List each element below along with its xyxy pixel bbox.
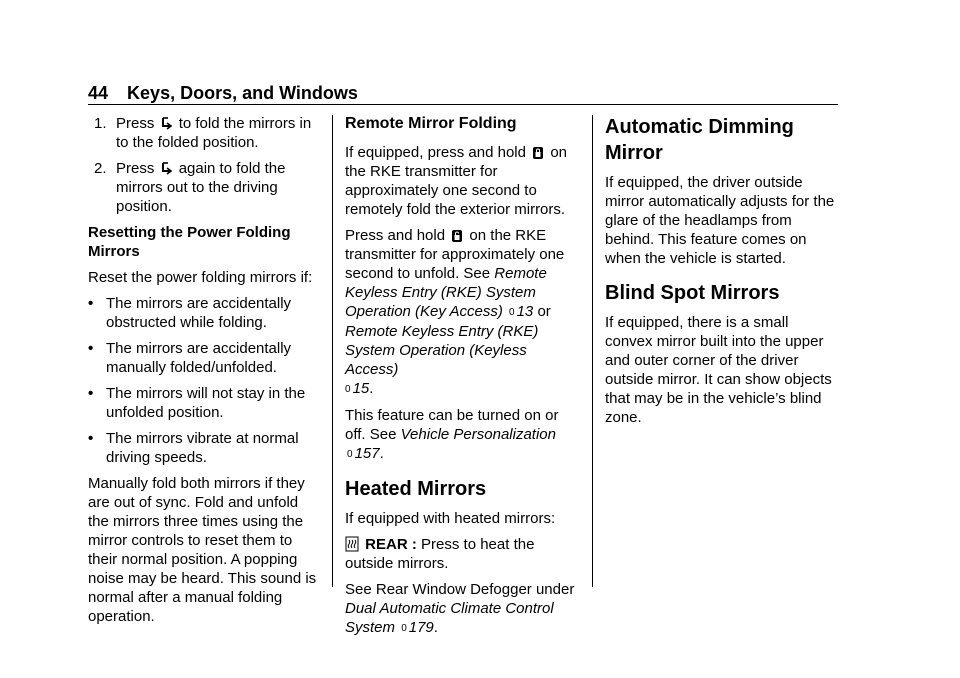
rear-defrost-icon [345,536,359,552]
text: Press and hold [345,227,446,244]
bullet-glyph: • [88,295,94,312]
bullet-text: The mirrors are accidentally obstructed while folding. [106,295,292,331]
fold-mirror-icon [161,162,173,176]
step-text [116,114,320,152]
page-header [88,82,838,104]
bullet-glyph: • [88,385,94,402]
rear-paragraph [345,535,580,573]
column-1 [88,114,320,633]
remote-paragraph-2: Press and hold on the RKE transmitter for approximately one second to unfold. See Remote Keyless Entry (RKE) System Operation (Key Access) 0 13 or Remote Keyless Entry (RKE) System Operation (Keyless Access) 0 15. [345,227,565,397]
page-ref-icon: 0 [509,307,515,318]
see-paragraph: See Rear Window Defogger under Dual Automatic Climate Control System 0 179. [345,581,575,636]
auto-dimming-paragraph: If equipped, the driver outside mirror automatically adjusts for the glare of the headlamps from behind. This feature comes on when the vehicle is started. [605,174,835,267]
text: This feature can be turned on or off. See [345,407,559,443]
bullet-glyph: • [88,430,94,447]
bullet-glyph: • [88,340,94,357]
page-ref-icon: 0 [345,384,351,395]
page-ref-number[interactable]: 157 [354,445,380,462]
page-ref-number[interactable]: 13 [516,303,534,320]
remote-paragraph-1 [345,143,580,219]
text: Press to heat the outside mirrors. [345,536,535,572]
step-number: 2. [94,160,107,177]
reset-heading: Resetting the Power Folding Mirrors [88,224,291,260]
link-climate-control[interactable]: Dual Automatic Climate Control System [345,600,554,636]
section-title: Keys, Doors, and Windows [127,83,358,103]
page-ref-icon: 0 [347,449,353,460]
bullet-item [88,339,320,377]
page-ref-number[interactable]: 15 [352,380,370,397]
remote-paragraph-3: This feature can be turned on or off. See Vehicle Personalization 0 157. [345,407,559,462]
page-ref-icon: 0 [401,623,407,634]
page-ref-number[interactable]: 179 [408,619,434,636]
step-1 [88,114,320,152]
header-rule [88,104,838,105]
heated-mirrors-heading: Heated Mirrors [345,478,487,500]
fold-mirror-icon [161,117,173,131]
column-divider-2 [592,115,593,587]
blind-spot-heading: Blind Spot Mirrors [605,282,780,304]
auto-dimming-heading: Automatic Dimming Mirror [605,116,794,164]
bullet-item [88,294,320,332]
column-2 [345,114,580,645]
text: on the RKE transmitter for approximately one second to remotely fold the exterior mirrors. [345,144,567,218]
step-number: 1. [94,115,107,132]
step-2 [88,159,320,216]
rear-label: REAR : [365,536,417,553]
step-pre: Press [116,160,155,177]
text: on the RKE transmitter for approximately one second to unfold. See [345,227,565,282]
link-rke-key-access[interactable]: Remote Keyless Entry (RKE) System Operation (Key Access) [345,265,547,320]
step-post: again to fold the mirrors out to the driving position. [116,160,286,215]
remote-mirror-heading: Remote Mirror Folding [345,115,517,132]
blind-spot-paragraph: If equipped, there is a small convex mirror built into the upper and outer corner of the driver outside mirror. It can show objects that may be in the vehicle’s blind zone. [605,314,832,426]
page-number: 44 [88,83,109,103]
step-post: to fold the mirrors in to the folded position. [116,115,312,151]
bullet-text: The mirrors are accidentally manually folded/unfolded. [106,340,292,376]
reset-intro: Reset the power folding mirrors if: [88,269,313,286]
text: Rear Window Defogger [375,581,532,598]
bullet-item [88,384,320,422]
text: or [537,303,551,320]
step-pre: Press [116,115,155,132]
bullet-text: The mirrors will not stay in the unfolded position. [106,385,306,421]
link-rke-keyless-access[interactable]: Remote Keyless Entry (RKE) System Operation (Keyless Access) [345,323,539,378]
bullet-item [88,429,320,467]
column-3 [605,114,840,434]
step-text [116,159,320,216]
manual-fold-paragraph: Manually fold both mirrors if they are out of sync. Fold and unfold the mirrors three times using the mirror controls to reset them to their normal position. A popping noise may be heard. This sound is normal after a manual folding operation. [88,475,317,625]
column-divider-1 [332,115,333,587]
text: See [345,581,372,598]
text: under [535,581,575,598]
link-vehicle-personalization[interactable]: Vehicle Personalization [400,426,556,443]
text: If equipped, press and hold [345,144,526,161]
heated-intro: If equipped with heated mirrors: [345,510,556,527]
bullet-text: The mirrors vibrate at normal driving speeds. [106,430,299,466]
unlock-button-icon [451,229,463,243]
lock-button-icon [532,146,544,160]
